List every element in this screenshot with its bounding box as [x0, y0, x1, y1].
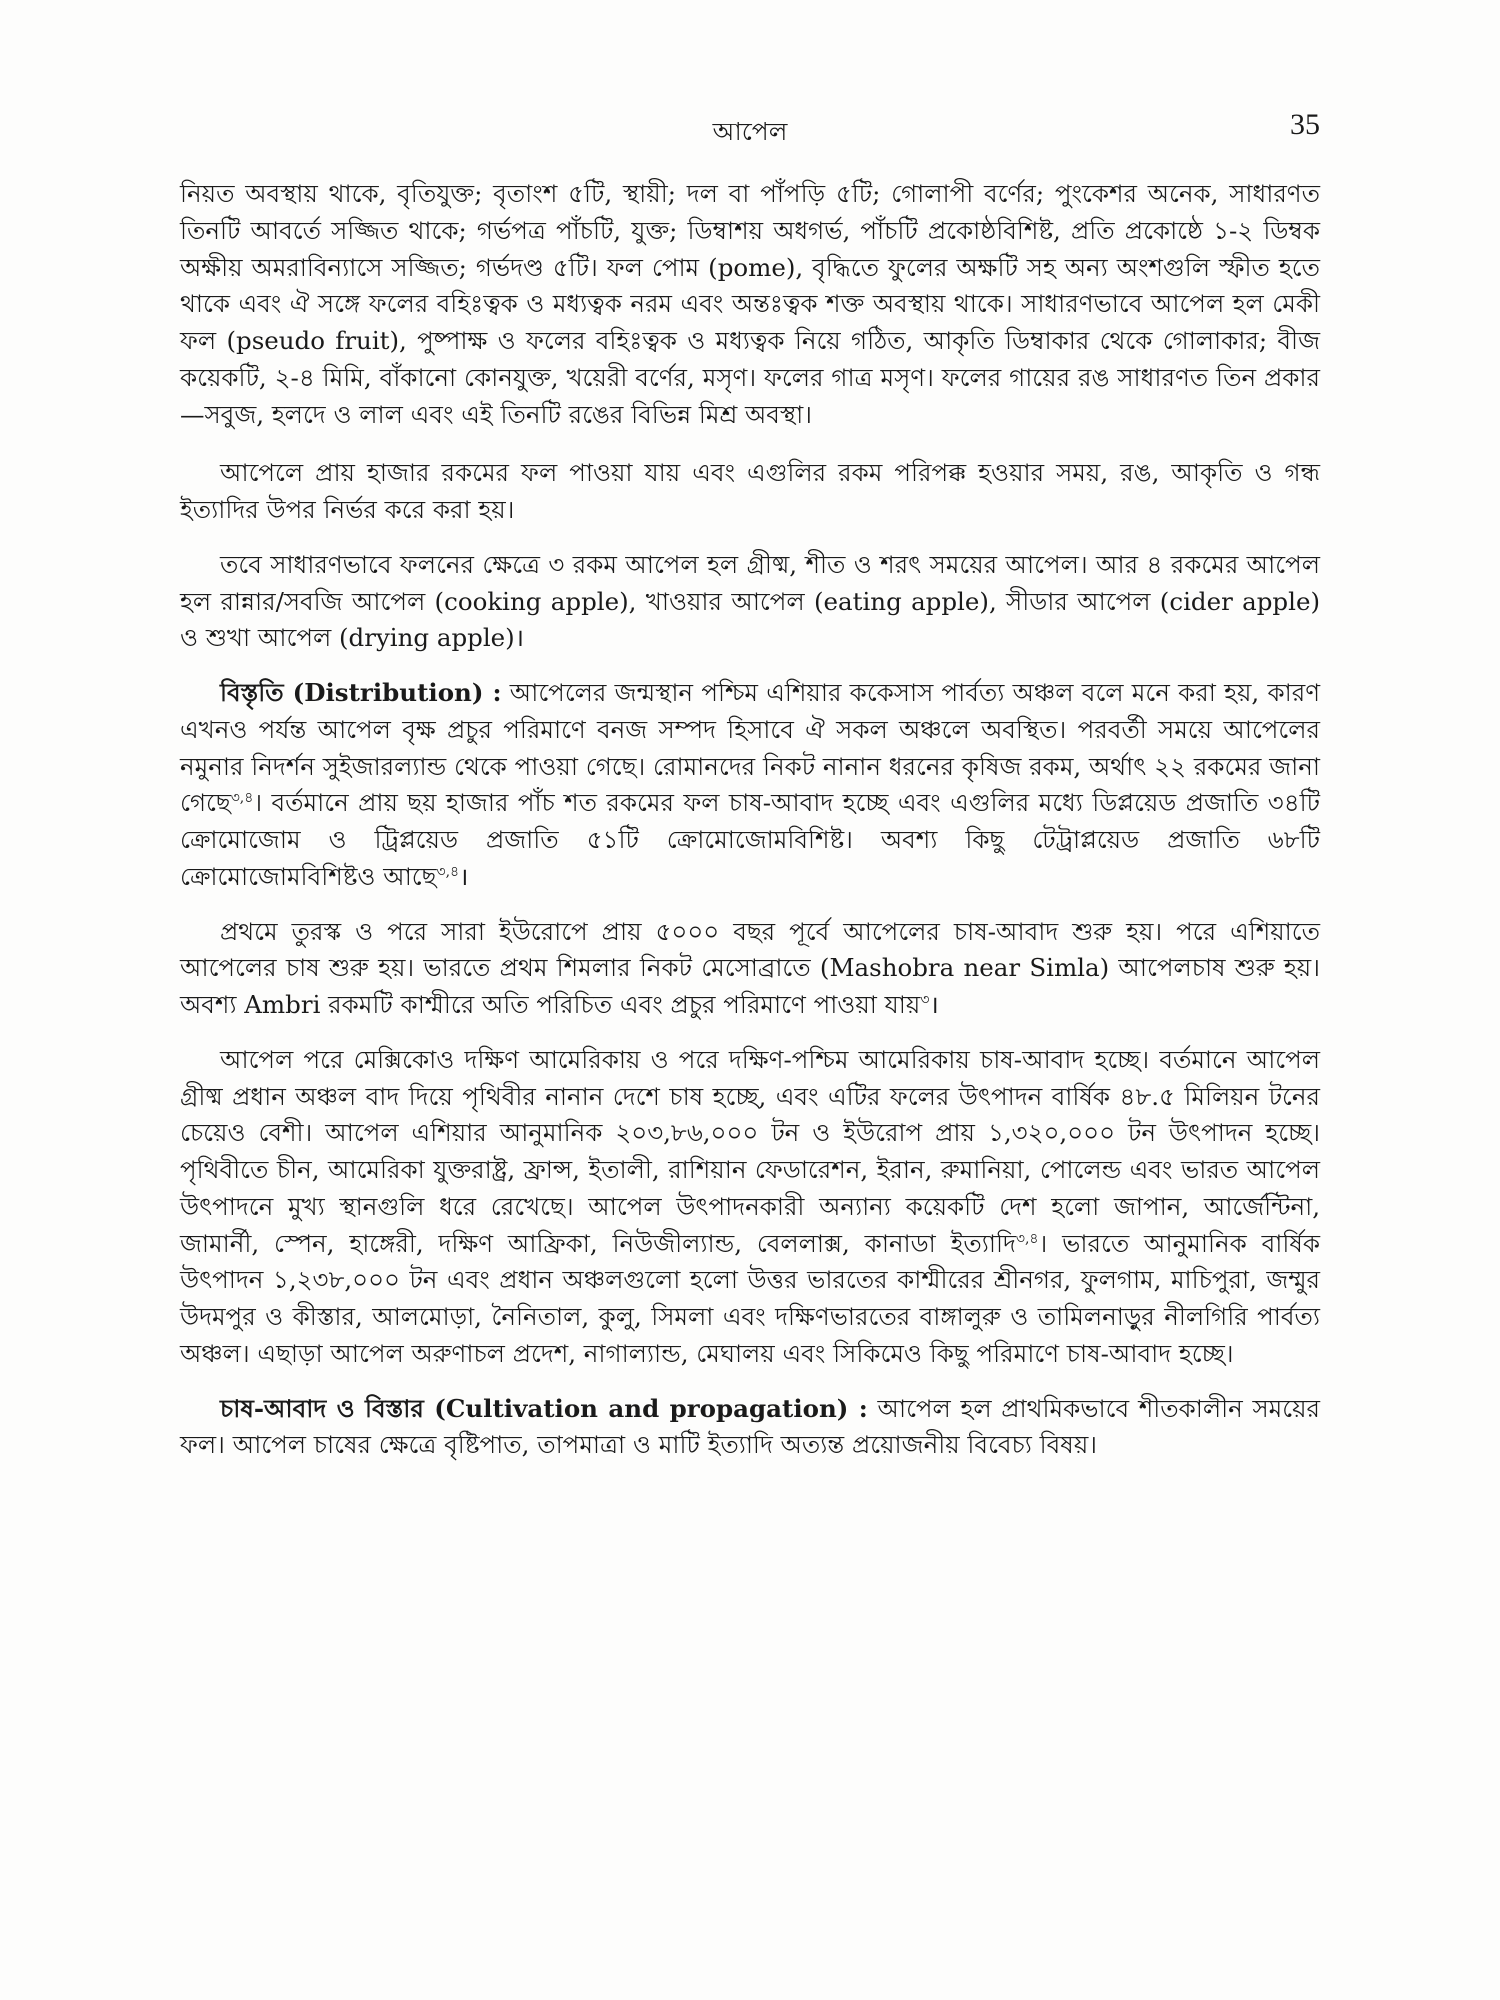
- citation-superscript: ৩: [920, 991, 930, 1008]
- page-body: [180, 176, 1320, 1482]
- paragraph-distribution: [180, 675, 1320, 896]
- page-number: 35: [1290, 108, 1320, 141]
- paragraph-text: ।: [929, 990, 939, 1019]
- section-heading-cultivation: চাষ-আবাদ ও বিস্তার (Cultivation and propagation) :: [220, 1393, 868, 1423]
- paragraph-text: ।: [459, 861, 469, 891]
- paragraph-cultivation: [180, 1391, 1320, 1465]
- paragraph-text: আপেলে প্রায় হাজার রকমের ফল পাওয়া যায় এবং এগুলির রকম পরিপক্ক হওয়ার সময়, রঙ, আকৃতি ও গন্ধ ইত্যাদির উপর নির্ভর করে করা হয়।: [180, 458, 1320, 524]
- paragraph-text: । ভারতে আনুমানিক বার্ষিক উৎপাদন ১,২৩৮,০০০ টন এবং প্রধান অঞ্চলগুলো হলো উত্তর ভারতের কাশ্মীরের শ্রীনগর, ফুলগাম, মাচিপুরা, জম্মুর উদমপুর ও কীস্তার, আলমোড়া, নৈনিতাল, কুলু, সিমলা এবং দক্ষিণভারতের বাঙ্গালুরু ও তামিলনাড়ুর নীলগিরি পার্বত্য অঞ্চল। এছাড়া আপেল অরুণাচল প্রদেশ, নাগাল্যান্ড, মেঘালয় এবং সিকিমেও কিছু পরিমাণে চাষ-আবাদ হচ্ছে।: [180, 1228, 1321, 1368]
- paragraph-morphology: [180, 176, 1320, 433]
- paragraph-text: তবে সাধারণভাবে ফলনের ক্ষেত্রে ৩ রকম আপেল হল গ্রীষ্ম, শীত ও শরৎ সময়ের আপেল। আর ৪ রকমের আপেল হল রান্নার/সবজি আপেল (cooking apple), খাওয়ার আপেল (eating apple), সীডার আপেল (cider apple) ও শুখা আপেল (drying apple)।: [180, 549, 1320, 653]
- section-heading-distribution: বিস্তৃতি (Distribution) :: [220, 678, 502, 707]
- paragraph-text: আপেল হল প্রাথমিকভাবে শীতকালীন সময়ের ফল। আপেল চাষের ক্ষেত্রে বৃষ্টিপাত, তাপমাত্রা ও মাটি ইত্যাদি অত্যন্ত প্রয়োজনীয় বিবেচ্য বিষয়।: [180, 1393, 1320, 1460]
- citation-superscript: ৩,৪: [1015, 1230, 1039, 1247]
- paragraph-text: । বর্তমানে প্রায় ছয় হাজার পাঁচ শত রকমের ফল চাষ-আবাদ হচ্ছে এবং এগুলির মধ্যে ডিপ্লয়েড প্রজাতি ৩৪টি ক্রোমোজোম ও ট্রিপ্লয়েড প্রজাতি ৫১টি ক্রোমোজোমবিশিষ্ট। অবশ্য কিছু টেট্রাপ্লয়েড প্রজাতি ৬৮টি ক্রোমোজোমবিশিষ্টও আছে: [180, 788, 1320, 891]
- paragraph-text: আপেল পরে মেক্সিকোও দক্ষিণ আমেরিকায় ও পরে দক্ষিণ-পশ্চিম আমেরিকায় চাষ-আবাদ হচ্ছে। বর্তমানে আপেল গ্রীষ্ম প্রধান অঞ্চল বাদ দিয়ে পৃথিবীর নানান দেশে চাষ হচ্ছে, এবং এটির ফলের উৎপাদন বার্ষিক ৪৮.৫ মিলিয়ন টনের চেয়েও বেশী। আপেল এশিয়ার আনুমানিক ২০৩,৮৬,০০০ টন ও ইউরোপ প্রায় ১,৩২০,০০০ টন উৎপাদন হচ্ছে। পৃথিবীতে চীন, আমেরিকা যুক্তরাষ্ট্র, ফ্রান্স, ইতালী, রাশিয়ান ফেডারেশন, ইরান, রুমানিয়া, পোলেন্ড এবং ভারত আপেল উৎপাদনে মুখ্য স্থানগুলি ধরে রেখেছে। আপেল উৎপাদনকারী অন্যান্য কয়েকটি দেশ হলো জাপান, আর্জেন্টিনা, জামার্নী, স্পেন, হাঙ্গেরী, দক্ষিণ আফ্রিকা, নিউজীল্যান্ড, বেললাক্স, কানাডা ইত্যাদি: [180, 1044, 1320, 1258]
- citation-superscript: ৩,৪: [230, 790, 254, 807]
- paragraph-text: নিয়ত অবস্থায় থাকে, বৃতিযুক্ত; বৃতাংশ ৫টি, স্থায়ী; দল বা পাঁপড়ি ৫টি; গোলাপী বর্ণের; পুংকেশর অনেক, সাধারণত তিনটি আবর্তে সজ্জিত থাকে; গর্ভপত্র পাঁচটি, যুক্ত; ডিম্বাশয় অধগর্ভ, পাঁচটি প্রকোষ্ঠবিশিষ্ট, প্রতি প্রকোষ্ঠে ১-২ ডিম্বক অক্ষীয় অমরাবিন্যাসে সজ্জিত; গর্ভদণ্ড ৫টি। ফল পোম (pome), বৃদ্ধিতে ফুলের অক্ষটি সহ অন্য অংশগুলি স্ফীত হতে থাকে এবং ঐ সঙ্গে ফলের বহিঃত্বক ও মধ্যত্বক নরম এবং অন্তঃত্বক শক্ত অবস্থায় থাকে। সাধারণভাবে আপেল হল মেকী ফল (pseudo fruit), পুষ্পাক্ষ ও ফলের বহিঃত্বক ও মধ্যত্বক নিয়ে গঠিত, আকৃতি ডিম্বাকার থেকে গোলাকার; বীজ কয়েকটি, ২-৪ মিমি, বাঁকানো কোনযুক্ত, খয়েরী বর্ণের, মসৃণ। ফলের গাত্র মসৃণ। ফলের গায়ের রঙ সাধারণত তিন প্রকার—সবুজ, হলদে ও লাল এবং এই তিনটি রঙের বিভিন্ন মিশ্র অবস্থা।: [180, 179, 1320, 429]
- paragraph-varieties: [180, 455, 1320, 529]
- paragraph-production: [180, 1042, 1320, 1373]
- running-title: আপেল: [712, 117, 788, 146]
- paragraph-text: প্রথমে তুরস্ক ও পরে সারা ইউরোপে প্রায় ৫০০০ বছর পূর্বে আপেলের চাষ-আবাদ শুরু হয়। পরে এশিয়াতে আপেলের চাষ শুরু হয়। ভারতে প্রথম শিমলার নিকট মেসোব্রাতে (Mashobra near Simla) আপেলচাষ শুরু হয়। অবশ্য Ambri রকমটি কাশ্মীরে অতি পরিচিত এবং প্রচুর পরিমাণে পাওয়া যায়: [180, 916, 1320, 1019]
- citation-superscript: ৩,৪: [436, 863, 460, 880]
- paragraph-text: আপেলের জন্মস্থান পশ্চিম এশিয়ার ককেসাস পার্বত্য অঞ্চল বলে মনে করা হয়, কারণ এখনও পর্যন্ত আপেল বৃক্ষ প্রচুর পরিমাণে বনজ সম্পদ হিসাবে ঐ সকল অঞ্চলে অবস্থিত। পরবর্তী সময়ে আপেলের নমুনার নিদর্শন সুইজারল্যান্ড থেকে পাওয়া গেছে। রোমানদের নিকট নানান ধরনের কৃষিজ রকম, অর্থাৎ ২২ রকমের জানা গেছে: [180, 678, 1321, 818]
- paragraph-history: [180, 914, 1320, 1024]
- page-header: [180, 108, 1320, 152]
- paragraph-apple-types: [180, 547, 1320, 657]
